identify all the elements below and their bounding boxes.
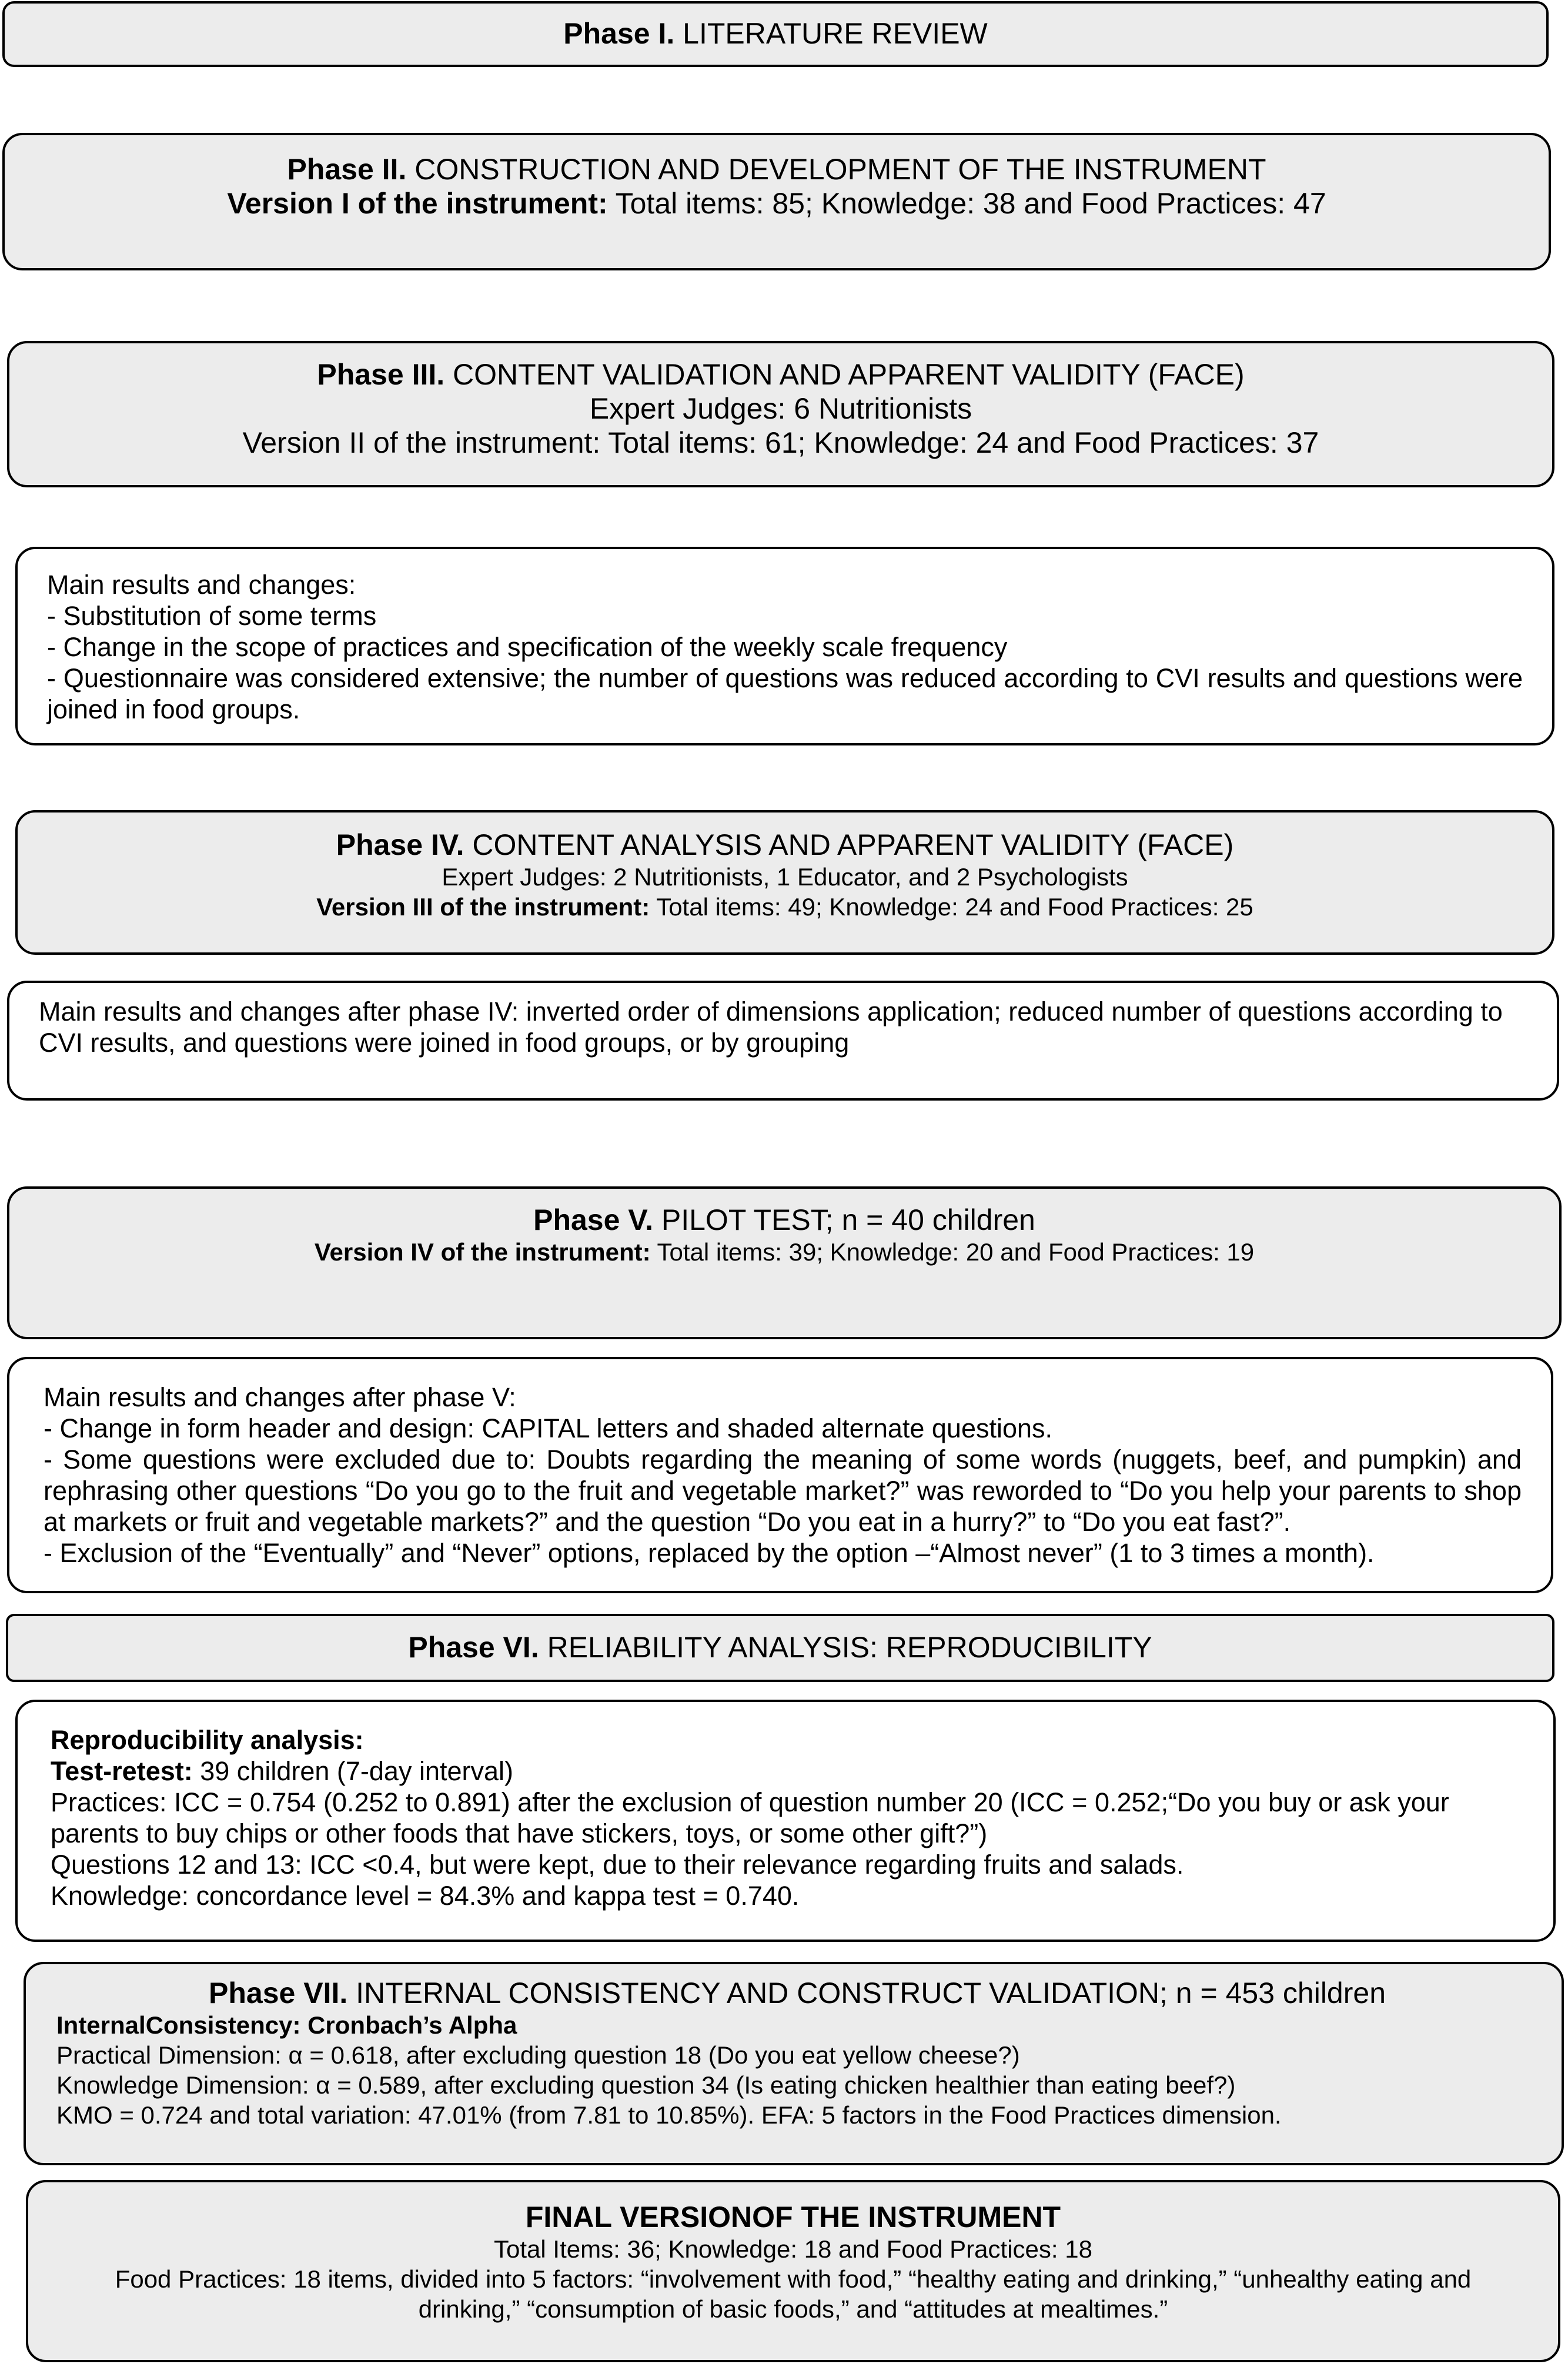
phase7-subheading (56, 2010, 1538, 2040)
phase4-results-text: Main results and changes after phase IV: inverted order of dimensions application; reduced number of questions according to CVI results, and questions were joined in food groups, or by grouping (39, 997, 1503, 1058)
phase1-heading (5, 16, 1546, 51)
phase7-label: Phase VII. (209, 1977, 348, 2009)
phase6-results-heading-text: Reproducibility analysis: (51, 1725, 364, 1755)
final-factors: Food Practices: 18 items, divided into 5 factors: “involvement with food,” “healthy eating and drinking,” “unhealthy eating and drinking,” “consumption of basic foods,” and “attitudes at mealtimes.” (115, 2265, 1472, 2323)
final-title-text: FINAL VERSIONOF THE INSTRUMENT (525, 2201, 1061, 2233)
phase5-version-text: Total items: 39; Knowledge: 20 and Food Practices: 19 (657, 1238, 1255, 1266)
phase3-version: Version II of the instrument: Total items: 61; Knowledge: 24 and Food Practices: 37 (242, 426, 1319, 459)
phase4-box (15, 810, 1554, 955)
phase4-title: CONTENT ANALYSIS AND APPARENT VALIDITY (FACE) (472, 828, 1234, 861)
phase5-label: Phase V. (533, 1203, 653, 1236)
phase2-title: CONSTRUCTION AND DEVELOPMENT OF THE INSTRUMENT (414, 153, 1266, 186)
phase6-test-label: Test-retest: (51, 1756, 193, 1786)
phase3-judges: Expert Judges: 6 Nutritionists (589, 392, 972, 425)
phase6-label: Phase VI. (408, 1631, 539, 1664)
phase6-results-heading (51, 1724, 1524, 1756)
phase2-label: Phase II. (287, 153, 407, 186)
phase3-label: Phase III. (317, 358, 445, 391)
phase1-title: LITERATURE REVIEW (683, 17, 988, 50)
phase6-box (6, 1614, 1554, 1682)
phase3-title: CONTENT VALIDATION AND APPARENT VALIDITY (FACE) (453, 358, 1245, 391)
phase7-practical: Practical Dimension: α = 0.618, after excluding question 18 (Do you eat yellow cheese?) (56, 2041, 1020, 2069)
phase7-box (24, 1962, 1564, 2165)
phase5-version (9, 1237, 1559, 1267)
phase3-result-item: - Substitution of some terms (47, 601, 377, 631)
phase4-version-text: Total items: 49; Knowledge: 24 and Food Practices: 25 (656, 893, 1253, 921)
phase5-title: PILOT TEST; n = 40 children (661, 1203, 1035, 1236)
phase7-heading (56, 1976, 1538, 2010)
phase7-kmo: KMO = 0.724 and total variation: 47.01% (from 7.81 to 10.85%). EFA: 5 factors in the Food Practices dimension. (56, 2101, 1282, 2129)
phase3-box (7, 341, 1554, 487)
phase5-results-heading: Main results and changes after phase V: (44, 1382, 516, 1412)
phase3-result-item: - Change in the scope of practices and specification of the weekly scale frequency (47, 632, 1008, 662)
phase6-results-box (15, 1700, 1556, 1942)
phase6-title: RELIABILITY ANALYSIS: REPRODUCIBILITY (547, 1631, 1152, 1664)
phase3-heading (9, 357, 1552, 392)
phase7-title: INTERNAL CONSISTENCY AND CONSTRUCT VALIDATION; n = 453 children (356, 1977, 1386, 2009)
phase2-version-text: Total items: 85; Knowledge: 38 and Food Practices: 47 (615, 187, 1326, 220)
phase5-result-item: - Change in form header and design: CAPITAL letters and shaded alternate questions. (44, 1413, 1053, 1443)
phase4-version (18, 892, 1552, 922)
phase2-version-label: Version I of the instrument: (227, 187, 608, 220)
phase4-results-box (7, 981, 1559, 1101)
phase4-label: Phase IV. (336, 828, 464, 861)
phase5-result-item: - Exclusion of the “Eventually” and “Never” options, replaced by the option –“Almost never” (1 to 3 times a month). (44, 1538, 1375, 1568)
phase4-version-label: Version III of the instrument: (316, 893, 650, 921)
phase5-heading (9, 1203, 1559, 1237)
phase6-knowledge: Knowledge: concordance level = 84.3% and kappa test = 0.740. (51, 1881, 800, 1911)
phase2-version (5, 186, 1549, 220)
phase2-heading (5, 152, 1549, 186)
final-title (69, 2200, 1517, 2234)
phase6-practices: Practices: ICC = 0.754 (0.252 to 0.891) after the exclusion of question number 20 (ICC = 0.252;“Do you buy or ask your parents to buy chips or other foods that have stickers, toys, or some other gift?”) (51, 1787, 1449, 1848)
phase6-test-retest (51, 1756, 1524, 1787)
phase4-heading (18, 828, 1552, 862)
phase7-knowledge: Knowledge Dimension: α = 0.589, after excluding question 34 (Is eating chicken healthier than eating beef?) (56, 2071, 1236, 2099)
phase7-subheading-text: InternalConsistency: Cronbach’s Alpha (56, 2011, 517, 2039)
phase3-result-item: - Questionnaire was considered extensive; the number of questions was reduced according to CVI results and questions were joined in food groups. (47, 663, 1523, 724)
phase5-results-box (7, 1357, 1553, 1593)
phase3-results-box (15, 547, 1554, 745)
phase6-test-text: 39 children (7-day interval) (200, 1756, 513, 1786)
phase1-box (2, 1, 1549, 67)
phase6-questions: Questions 12 and 13: ICC <0.4, but were kept, due to their relevance regarding fruits and salads. (51, 1850, 1184, 1880)
final-box (26, 2180, 1560, 2362)
phase3-results-heading: Main results and changes: (47, 570, 356, 600)
phase5-result-item: - Some questions were excluded due to: Doubts regarding the meaning of some words (nuggets, beef, and pumpkin) and rephrasing other questions “Do you go to the fruit and vegetable market?” was reworded to “Do you help your parents to shop at markets or fruit and vegetable markets?” and the question “Do you eat in a hurry?” to “Do you eat fast?”. (44, 1445, 1522, 1537)
phase4-judges: Expert Judges: 2 Nutritionists, 1 Educator, and 2 Psychologists (442, 863, 1128, 891)
phase6-heading (8, 1630, 1552, 1664)
phase2-box (2, 133, 1551, 270)
final-totals: Total Items: 36; Knowledge: 18 and Food Practices: 18 (494, 2235, 1092, 2263)
phase1-label: Phase I. (563, 17, 675, 50)
phase5-box (7, 1186, 1562, 1339)
phase5-version-label: Version IV of the instrument: (314, 1238, 651, 1266)
